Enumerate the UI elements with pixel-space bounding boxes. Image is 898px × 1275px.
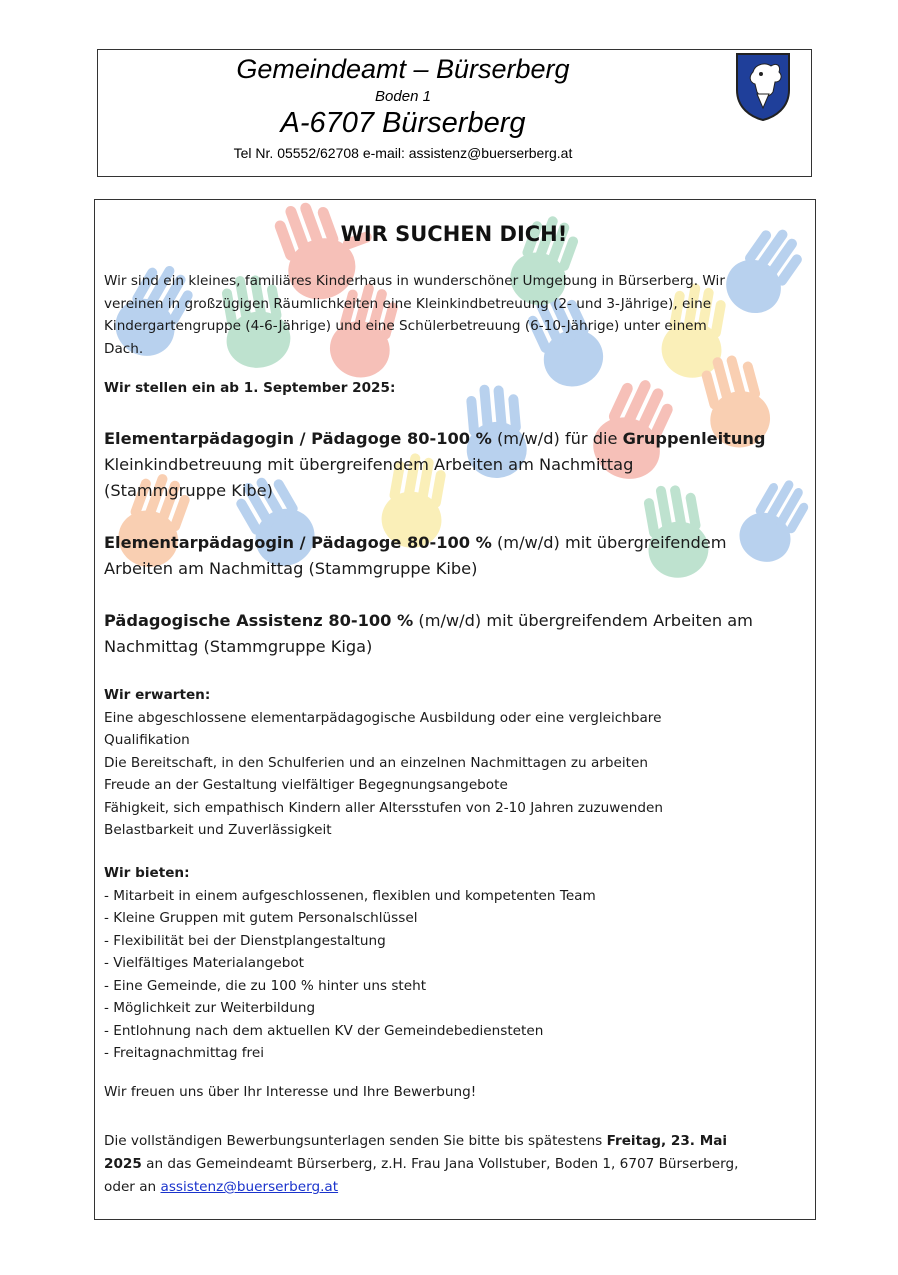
job-title: Elementarpädagogin / Pädagoge 80-100 %	[104, 429, 492, 448]
job-detail: (m/w/d) mit übergreifendem Arbeiten am	[413, 611, 753, 630]
org-name: Gemeindeamt – Bürserberg	[236, 54, 570, 84]
list-item: - Kleine Gruppen mit gutem Personalschlüssel	[104, 910, 418, 926]
intro-line: Kindergartengruppe (4-6-Jährige) und eine Schülerbetreuung (6-10-Jährige) unter einem	[104, 318, 707, 334]
job-detail: (Stammgruppe Kibe)	[104, 481, 273, 500]
application-instructions	[104, 1130, 804, 1199]
list-item: - Eine Gemeinde, die zu 100 % hinter uns steht	[104, 977, 427, 994]
job-detail: Kleinkindbetreuung mit übergreifendem Arbeiten am Nachmittag	[104, 455, 634, 474]
list-item: - Entlohnung nach dem aktuellen KV der Gemeindebediensteten	[104, 1022, 544, 1039]
list-item: Qualifikation	[104, 732, 190, 748]
org-street: Boden 1	[375, 88, 431, 105]
thanks-line: Wir freuen uns über Ihr Interesse und Ihre Bewerbung!	[104, 1084, 477, 1100]
job-detail: Nachmittag (Stammgruppe Kiga)	[104, 637, 373, 656]
list-item: Eine abgeschlossene elementarpädagogische Ausbildung oder eine vergleichbare	[104, 709, 662, 726]
apply-text: oder an	[104, 1179, 161, 1195]
job-flyer	[94, 199, 816, 1220]
list-item: - Freitagnachmittag frei	[104, 1045, 264, 1061]
list-item: Die Bereitschaft, in den Schulferien und an einzelnen Nachmittagen zu arbeiten	[104, 754, 648, 771]
job-listing	[104, 426, 804, 504]
list-item: - Flexibilität bei der Dienstplangestaltung	[104, 932, 386, 949]
deadline: Freitag, 23. Mai	[606, 1133, 728, 1149]
job-listing	[104, 608, 804, 660]
intro-line: Dach.	[104, 340, 144, 357]
list-item: Fähigkeit, sich empathisch Kindern aller Altersstufen von 2-10 Jahren zuzuwenden	[104, 799, 663, 816]
job-detail: (m/w/d) für die	[491, 429, 623, 448]
job-title: Pädagogische Assistenz 80-100 %	[104, 611, 414, 630]
intro-line: vereinen in großzügigen Räumlichkeiten eine Kleinkindbetreuung (2- und 3-Jährige), eine	[104, 295, 712, 312]
job-listing	[104, 530, 804, 582]
start-date-line: Wir stellen ein ab 1. September 2025:	[104, 380, 396, 396]
job-title: Elementarpädagogin / Pädagoge 80-100 %	[104, 533, 492, 552]
letterhead	[97, 49, 812, 177]
apply-text: an das Gemeindeamt Bürserberg, z.H. Frau Jana Vollstuber, Boden 1, 6707 Bürserberg,	[141, 1156, 739, 1172]
benefits-section	[104, 862, 804, 1065]
intro-line: Wir sind ein kleines, familiäres Kinderhaus in wunderschöner Umgebung in Bürserberg. Wir	[104, 273, 725, 289]
section-heading: Wir bieten:	[104, 865, 190, 881]
coat-of-arms-icon	[735, 52, 791, 122]
list-item: Belastbarkeit und Zuverlässigkeit	[104, 822, 332, 838]
headline: WIR SUCHEN DICH!	[340, 222, 568, 246]
org-contact: Tel Nr. 05552/62708 e-mail: assistenz@buerserberg.at	[233, 145, 573, 161]
list-item: - Möglichkeit zur Weiterbildung	[104, 1000, 316, 1016]
requirements-section	[104, 684, 804, 842]
section-heading: Wir erwarten:	[104, 687, 211, 703]
org-city: A-6707 Bürserberg	[280, 107, 526, 139]
job-detail: Arbeiten am Nachmittag (Stammgruppe Kibe)	[104, 559, 478, 578]
email-link[interactable]: assistenz@buerserberg.at	[160, 1179, 339, 1195]
intro-paragraph	[104, 270, 804, 360]
list-item: - Mitarbeit in einem aufgeschlossenen, flexiblen und kompetenten Team	[104, 887, 596, 904]
deadline-year: 2025	[104, 1156, 142, 1172]
list-item: - Vielfältiges Materialangebot	[104, 955, 304, 971]
job-role: Gruppenleitung	[622, 429, 766, 448]
job-detail: (m/w/d) mit übergreifendem	[491, 533, 727, 552]
list-item: Freude an der Gestaltung vielfältiger Begegnungsangebote	[104, 777, 508, 793]
apply-text: Die vollständigen Bewerbungsunterlagen senden Sie bitte bis spätestens	[104, 1133, 607, 1149]
